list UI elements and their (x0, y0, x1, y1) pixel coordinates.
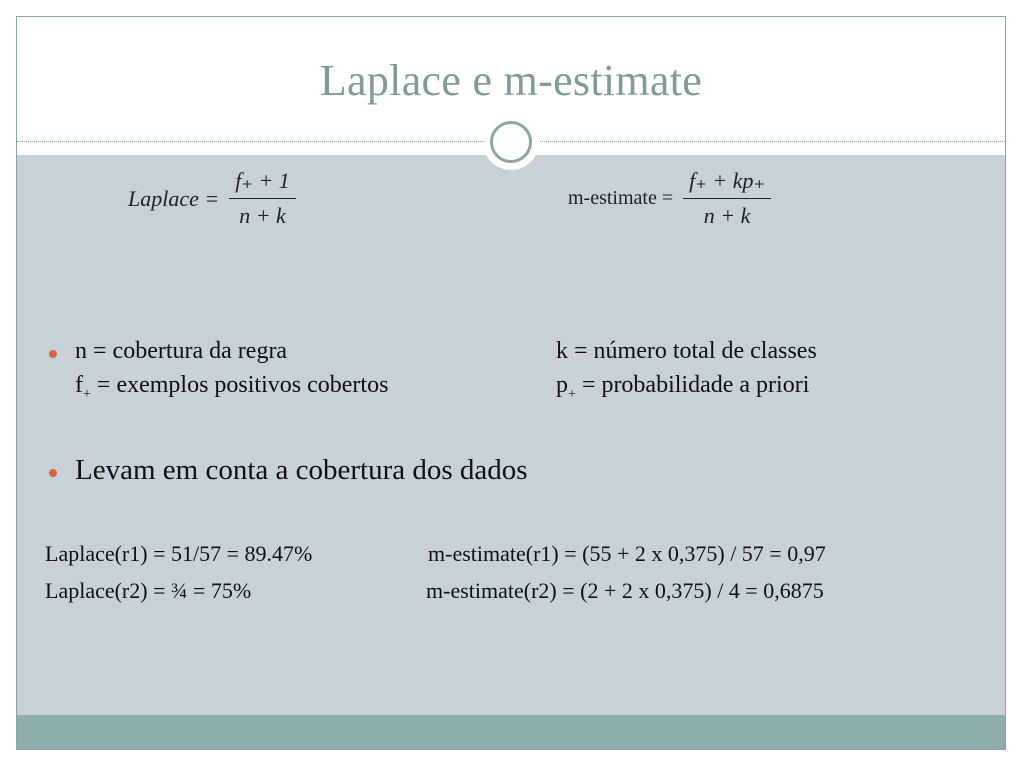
denominator: n + k (703, 203, 751, 228)
content-area (17, 155, 1005, 715)
mestimate-r1: m-estimate(r1) = (55 + 2 x 0,375) / 57 = 0,97 (428, 541, 826, 566)
p-symbol: p (556, 372, 568, 398)
definition-f (75, 372, 389, 402)
fraction (229, 168, 296, 229)
circle-ornament-icon (483, 114, 539, 170)
p-description: = probabilidade a priori (575, 372, 810, 398)
fraction (683, 168, 771, 229)
definition-n: n = cobertura da regra (75, 338, 288, 364)
bullet-icon (49, 350, 57, 358)
f-symbol: f (75, 372, 83, 398)
definition-p (556, 372, 810, 402)
m-estimate-formula (568, 168, 771, 229)
slide-title: Laplace e m-estimate (319, 56, 703, 105)
ring-icon (490, 121, 532, 163)
numerator: f₊ + 1 (229, 168, 296, 199)
denominator: n + k (239, 203, 286, 228)
bullet-icon (49, 469, 57, 477)
mestimate-r2: m-estimate(r2) = (2 + 2 x 0,375) / 4 = 0,6875 (426, 578, 824, 603)
laplace-r1: Laplace(r1) = 51/57 = 89.47% (45, 541, 313, 566)
laplace-r2: Laplace(r2) = ¾ = 75% (45, 578, 252, 603)
laplace-formula (128, 168, 296, 229)
numerator: f₊ + kp₊ (683, 168, 771, 199)
bullet-coverage: Levam em conta a cobertura dos dados (75, 454, 528, 486)
footer-band (17, 715, 1005, 750)
p-subscript: + (568, 386, 576, 402)
f-description: = exemplos positivos cobertos (90, 372, 389, 398)
definition-k: k = número total de classes (556, 338, 817, 364)
formula-lhs: Laplace = (128, 185, 220, 211)
formula-lhs: m-estimate = (568, 187, 674, 209)
f-subscript: + (83, 386, 91, 402)
